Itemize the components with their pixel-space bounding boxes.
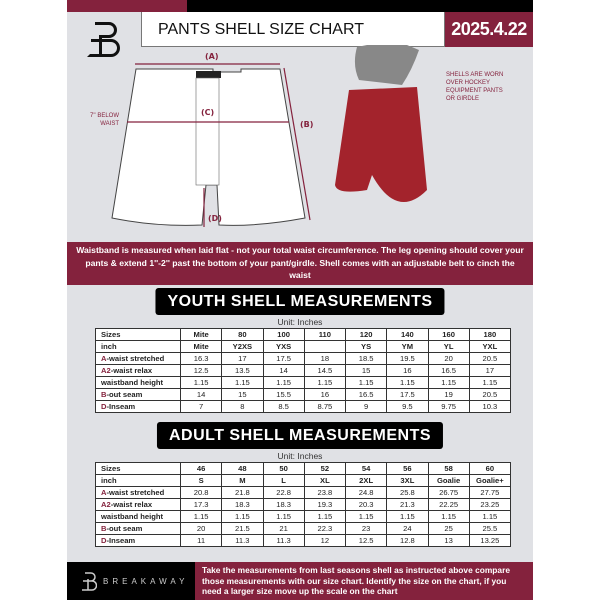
table-cell: 1.15 <box>304 511 345 523</box>
table-row <box>96 535 511 547</box>
table-cell: 3XL <box>387 475 428 487</box>
table-cell: 120 <box>346 329 387 341</box>
row-label <box>96 475 181 487</box>
table-cell: 80 <box>222 329 263 341</box>
table-cell: Goalie <box>428 475 469 487</box>
youth-unit: Unit: Inches <box>277 317 323 327</box>
footer-instructions: Take the measurements from last seasons shell as instructed above compare those measurements with our size chart. Identify the size on the chart, if you need a larger size move up the scale on the chart <box>195 562 533 600</box>
table-cell: 27.75 <box>469 487 510 499</box>
row-label <box>96 329 181 341</box>
table-row <box>96 523 511 535</box>
table-cell: 56 <box>387 463 428 475</box>
table-cell: 1.15 <box>222 377 263 389</box>
table-cell: 12.5 <box>346 535 387 547</box>
youth-section-title: YOUTH SHELL MEASUREMENTS <box>155 288 444 315</box>
table-cell: 23.25 <box>469 499 510 511</box>
table-cell: 16.5 <box>346 389 387 401</box>
table-cell: 1.15 <box>346 511 387 523</box>
table-cell: 14 <box>263 365 304 377</box>
date-badge: 2025.4.22 <box>445 12 533 47</box>
table-cell: YM <box>387 341 428 353</box>
row-label-text: -waist stretched <box>106 487 165 497</box>
table-cell: S <box>181 475 222 487</box>
table-cell: 21.8 <box>222 487 263 499</box>
row-label-text: -Inseam <box>106 535 136 545</box>
red-shell-image <box>335 87 427 202</box>
label-c: (C) <box>201 108 215 117</box>
row-label-text: -waist relax <box>110 365 153 375</box>
row-label <box>96 523 181 535</box>
row-label <box>96 365 181 377</box>
row-label-text: inch <box>101 341 117 351</box>
table-cell: 18.3 <box>222 499 263 511</box>
table-cell: 160 <box>428 329 469 341</box>
row-label-text: -waist relax <box>110 499 153 509</box>
table-cell: 46 <box>181 463 222 475</box>
table-cell: 25.5 <box>469 523 510 535</box>
table-cell: 21 <box>263 523 304 535</box>
table-cell: 12.5 <box>181 365 222 377</box>
row-label-prefix: A2 <box>101 499 111 509</box>
row-label-text: -Inseam <box>106 401 136 411</box>
table-cell: Goalie+ <box>469 475 510 487</box>
table-cell: Y2XS <box>222 341 263 353</box>
table-cell: 19.3 <box>304 499 345 511</box>
table-cell: 1.15 <box>387 377 428 389</box>
table-cell: 1.15 <box>181 377 222 389</box>
table-cell: 13.25 <box>469 535 510 547</box>
table-cell: 1.15 <box>222 511 263 523</box>
youth-size-table <box>95 328 511 413</box>
row-label-text: waistband height <box>101 377 164 387</box>
table-cell: Mite <box>181 329 222 341</box>
row-label-text: waistband height <box>101 511 164 521</box>
table-cell: 20.3 <box>346 499 387 511</box>
row-label-prefix: A <box>101 353 107 363</box>
table-cell: 21.5 <box>222 523 263 535</box>
table-cell: 20.8 <box>181 487 222 499</box>
table-cell: 9 <box>346 401 387 413</box>
table-cell: M <box>222 475 263 487</box>
row-label-text: -waist stretched <box>106 353 165 363</box>
table-cell: 54 <box>346 463 387 475</box>
table-cell: YXS <box>263 341 304 353</box>
table-cell: 12 <box>304 535 345 547</box>
row-label <box>96 499 181 511</box>
row-label <box>96 511 181 523</box>
table-cell: 25.8 <box>387 487 428 499</box>
table-cell: 15 <box>346 365 387 377</box>
table-cell: 18.3 <box>263 499 304 511</box>
table-cell: 7 <box>181 401 222 413</box>
table-row <box>96 511 511 523</box>
table-cell: 58 <box>428 463 469 475</box>
row-label-prefix: D <box>101 401 107 411</box>
row-label-text: -out seam <box>106 523 143 533</box>
table-cell: 8 <box>222 401 263 413</box>
table-row <box>96 401 511 413</box>
table-cell: 18 <box>304 353 345 365</box>
table-row <box>96 329 511 341</box>
row-label <box>96 401 181 413</box>
page-title: PANTS SHELL SIZE CHART <box>141 12 445 47</box>
table-cell: 22.25 <box>428 499 469 511</box>
table-cell: 13.5 <box>222 365 263 377</box>
row-label-prefix: A2 <box>101 365 111 375</box>
table-cell: L <box>263 475 304 487</box>
table-cell: 16 <box>304 389 345 401</box>
breakaway-logo-small-icon <box>81 571 97 591</box>
table-cell: 9.5 <box>387 401 428 413</box>
table-cell: 13 <box>428 535 469 547</box>
table-cell: 24 <box>387 523 428 535</box>
top-bar-accent <box>67 0 187 12</box>
row-label-prefix: B <box>101 389 107 399</box>
table-cell: 16.3 <box>181 353 222 365</box>
table-cell: 20.5 <box>469 353 510 365</box>
table-row <box>96 463 511 475</box>
table-cell: 1.15 <box>304 377 345 389</box>
table-cell <box>304 341 345 353</box>
table-cell: 1.15 <box>387 511 428 523</box>
top-bar <box>187 0 533 12</box>
table-row <box>96 499 511 511</box>
table-row <box>96 487 511 499</box>
table-cell: 16 <box>387 365 428 377</box>
table-row <box>96 475 511 487</box>
table-cell: 1.15 <box>469 511 510 523</box>
label-a: (A) <box>205 52 219 61</box>
table-cell: 12.8 <box>387 535 428 547</box>
table-cell: 18.5 <box>346 353 387 365</box>
table-cell: 2XL <box>346 475 387 487</box>
adult-size-table <box>95 462 511 547</box>
table-cell: 15.5 <box>263 389 304 401</box>
table-cell: 22.3 <box>304 523 345 535</box>
measurement-info: Waistband is measured when laid flat - not your total waist circumference. The leg opening should cover your pants & extend 1''-2'' past the bottom of your pant/girdle. Shell comes with an adjustable belt to cinch the waist <box>67 242 533 285</box>
table-cell: 26.75 <box>428 487 469 499</box>
table-cell: 16.5 <box>428 365 469 377</box>
table-cell: 1.15 <box>428 377 469 389</box>
table-row <box>96 341 511 353</box>
row-label-prefix: D <box>101 535 107 545</box>
table-cell: 24.8 <box>346 487 387 499</box>
table-cell: 17.5 <box>387 389 428 401</box>
table-cell: 9.75 <box>428 401 469 413</box>
adult-unit: Unit: Inches <box>277 451 323 461</box>
row-label-text: Sizes <box>101 463 121 473</box>
table-row <box>96 389 511 401</box>
table-cell: 1.15 <box>181 511 222 523</box>
row-label <box>96 377 181 389</box>
table-cell: 14.5 <box>304 365 345 377</box>
table-cell: 1.15 <box>263 511 304 523</box>
table-cell: 8.75 <box>304 401 345 413</box>
row-label <box>96 389 181 401</box>
row-label-prefix: A <box>101 487 107 497</box>
belt-buckle-icon <box>196 71 221 78</box>
table-cell: XL <box>304 475 345 487</box>
brand-name: BREAKAWAY <box>103 577 189 586</box>
table-cell: 22.8 <box>263 487 304 499</box>
table-cell: 50 <box>263 463 304 475</box>
table-cell: 21.3 <box>387 499 428 511</box>
table-row <box>96 353 511 365</box>
table-cell: 180 <box>469 329 510 341</box>
shell-note: SHELLS ARE WORN OVER HOCKEY EQUIPMENT PANTS OR GIRDLE <box>446 72 504 102</box>
table-cell: 10.3 <box>469 401 510 413</box>
table-cell: 23.8 <box>304 487 345 499</box>
table-cell: 1.15 <box>263 377 304 389</box>
table-cell: 100 <box>263 329 304 341</box>
table-cell: 110 <box>304 329 345 341</box>
row-label <box>96 487 181 499</box>
row-label <box>96 463 181 475</box>
table-cell: 20 <box>428 353 469 365</box>
table-row <box>96 365 511 377</box>
table-cell: YXL <box>469 341 510 353</box>
label-d: (D) <box>208 214 222 223</box>
table-cell: 23 <box>346 523 387 535</box>
adult-section-title: ADULT SHELL MEASUREMENTS <box>157 422 443 449</box>
row-label-text: inch <box>101 475 117 485</box>
table-row <box>96 377 511 389</box>
table-cell: 25 <box>428 523 469 535</box>
table-cell: 60 <box>469 463 510 475</box>
table-cell: 1.15 <box>469 377 510 389</box>
row-label-prefix: B <box>101 523 107 533</box>
row-label <box>96 341 181 353</box>
table-cell: 19.5 <box>387 353 428 365</box>
table-cell: 17 <box>469 365 510 377</box>
table-cell: 17.3 <box>181 499 222 511</box>
table-cell: YS <box>346 341 387 353</box>
size-chart-page <box>67 0 533 600</box>
table-cell: 11.3 <box>263 535 304 547</box>
row-label-text: -out seam <box>106 389 143 399</box>
table-cell: 8.5 <box>263 401 304 413</box>
table-cell: 48 <box>222 463 263 475</box>
table-cell: YL <box>428 341 469 353</box>
below-waist-note: 7'' BELOW WAIST <box>90 113 119 127</box>
row-label <box>96 353 181 365</box>
table-cell: 17 <box>222 353 263 365</box>
table-cell: 14 <box>181 389 222 401</box>
table-cell: 20.5 <box>469 389 510 401</box>
table-cell: 20 <box>181 523 222 535</box>
label-b: (B) <box>300 120 314 129</box>
table-cell: 11.3 <box>222 535 263 547</box>
table-cell: 11 <box>181 535 222 547</box>
table-cell: 140 <box>387 329 428 341</box>
table-cell: 15 <box>222 389 263 401</box>
table-cell: 19 <box>428 389 469 401</box>
table-cell: 1.15 <box>346 377 387 389</box>
table-cell: Mite <box>181 341 222 353</box>
table-cell: 1.15 <box>428 511 469 523</box>
table-cell: 52 <box>304 463 345 475</box>
hockey-girdle-image <box>355 45 419 85</box>
table-cell: 17.5 <box>263 353 304 365</box>
row-label-text: Sizes <box>101 329 121 339</box>
row-label <box>96 535 181 547</box>
